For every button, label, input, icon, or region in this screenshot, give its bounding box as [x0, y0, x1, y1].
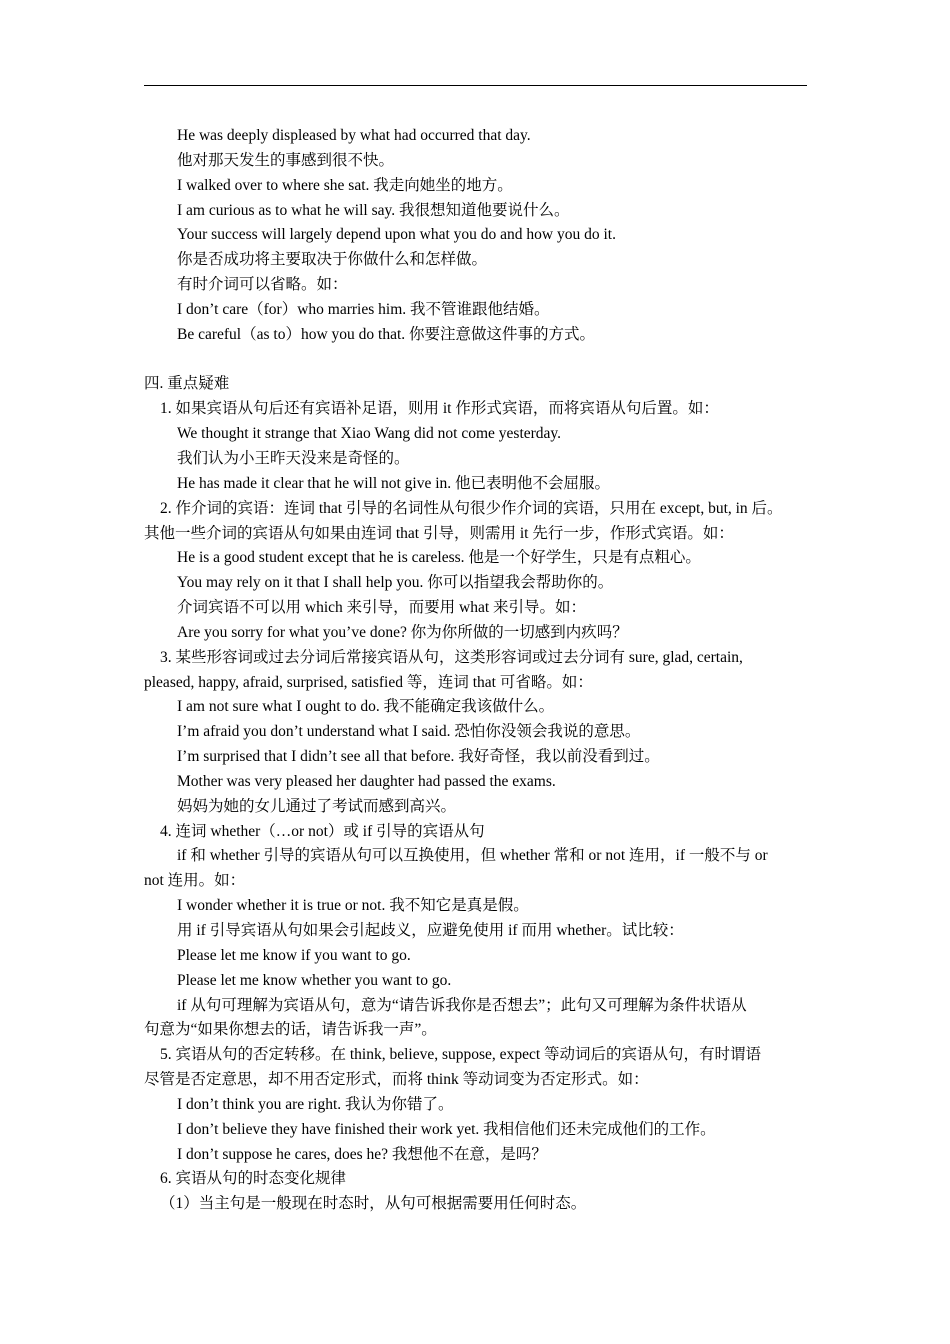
- example-sentence: I am not sure what I ought to do. 我不能确定我该做什么。: [177, 698, 555, 716]
- paragraph: if 和 whether 引导的宾语从句可以互换使用，但 whether 常和 or not 连用，if 一般不与 or: [177, 847, 768, 865]
- sub-point: （1）当主句是一般现在时态时，从句可根据需要用任何时态。: [160, 1195, 587, 1213]
- section-heading: 四. 重点疑难: [144, 375, 230, 393]
- example-sentence: I’m surprised that I didn’t see all that before. 我好奇怪，我以前没看到过。: [177, 748, 660, 766]
- point-heading: 2. 作介词的宾语：连词 that 引导的名词性从句很少作介词的宾语，只用在 except, but, in 后。: [160, 499, 783, 517]
- example-sentence: You may rely on it that I shall help you. 你可以指望我会帮助你的。: [177, 574, 614, 592]
- point-heading: 1. 如果宾语从句后还有宾语补足语，则用 it 作形式宾语，而将宾语从句后置。如：: [160, 400, 719, 418]
- example-sentence: I’m afraid you don’t understand what I said. 恐怕你没领会我说的意思。: [177, 723, 641, 741]
- example-sentence: Your success will largely depend upon what you do and how you do it.: [177, 226, 616, 244]
- header-rule: [144, 85, 807, 86]
- document-body: [144, 124, 812, 1217]
- example-sentence: Please let me know if you want to go.: [177, 946, 411, 964]
- example-sentence: I am curious as to what he will say. 我很想知道他要说什么。: [177, 201, 570, 219]
- point-heading: 5. 宾语从句的否定转移。在 think, believe, suppose, expect 等动词后的宾语从句，有时谓语: [160, 1046, 762, 1064]
- example-sentence: I don’t think you are right. 我认为你错了。: [177, 1095, 454, 1113]
- point-heading: 4. 连词 whether（…or not）或 if 引导的宾语从句: [160, 822, 485, 840]
- example-sentence: I don’t suppose he cares, does he? 我想他不在意，是吗？: [177, 1145, 547, 1163]
- translation: 他对那天发生的事感到很不快。: [177, 151, 395, 169]
- example-sentence: Are you sorry for what you’ve done? 你为你所做的一切感到内疚吗？: [177, 623, 628, 641]
- point-heading: 3. 某些形容词或过去分词后常接宾语从句，这类形容词或过去分词有 sure, glad, certain,: [160, 648, 743, 666]
- paragraph-continuation: pleased, happy, afraid, surprised, satisfied 等，连词 that 可省略。如：: [144, 673, 593, 691]
- translation: 你是否成功将主要取决于你做什么和怎样做。: [177, 251, 488, 269]
- paragraph-continuation: not 连用。如：: [144, 872, 246, 890]
- note: 有时介词可以省略。如：: [177, 276, 348, 294]
- example-sentence: I walked over to where she sat. 我走向她坐的地方。: [177, 176, 513, 194]
- blank-line: [144, 348, 812, 373]
- example-sentence: He is a good student except that he is careless. 他是一个好学生，只是有点粗心。: [177, 549, 701, 567]
- example-sentence: Mother was very pleased her daughter had passed the exams.: [177, 772, 556, 790]
- example-sentence: Be careful（as to）how you do that. 你要注意做这件事的方式。: [177, 325, 596, 343]
- example-sentence: I don’t care（for）who marries him. 我不管谁跟他结婚。: [177, 300, 550, 318]
- paragraph: if 从句可理解为宾语从句，意为“请告诉我你是否想去”；此句又可理解为条件状语从: [177, 996, 747, 1014]
- paragraph-continuation: 句意为“如果你想去的话，请告诉我一声”。: [144, 1021, 437, 1039]
- example-sentence: I don’t believe they have finished their work yet. 我相信他们还未完成他们的工作。: [177, 1120, 716, 1138]
- paragraph-continuation: 其他一些介词的宾语从句如果由连词 that 引导，则需用 it 先行一步，作形式宾语。如：: [144, 524, 734, 542]
- example-sentence: We thought it strange that Xiao Wang did not come yesterday.: [177, 425, 562, 443]
- translation: 妈妈为她的女儿通过了考试而感到高兴。: [177, 797, 457, 815]
- note: 介词宾语不可以用 which 来引导，而要用 what 来引导。如：: [177, 599, 587, 617]
- example-sentence: Please let me know whether you want to go.: [177, 971, 452, 989]
- translation: 我们认为小王昨天没来是奇怪的。: [177, 449, 410, 467]
- note: 用 if 引导宾语从句如果会引起歧义，应避免使用 if 而用 whether。试比较：: [177, 922, 684, 939]
- point-heading: 6. 宾语从句的时态变化规律: [160, 1170, 347, 1188]
- example-sentence: I wonder whether it is true or not. 我不知它是真是假。: [177, 897, 529, 915]
- paragraph-continuation: 尽管是否定意思，却不用否定形式，而将 think 等动词变为否定形式。如：: [144, 1071, 649, 1089]
- example-sentence: He has made it clear that he will not give in. 他已表明他不会屈服。: [177, 474, 611, 492]
- example-sentence: He was deeply displeased by what had occurred that day.: [177, 127, 531, 144]
